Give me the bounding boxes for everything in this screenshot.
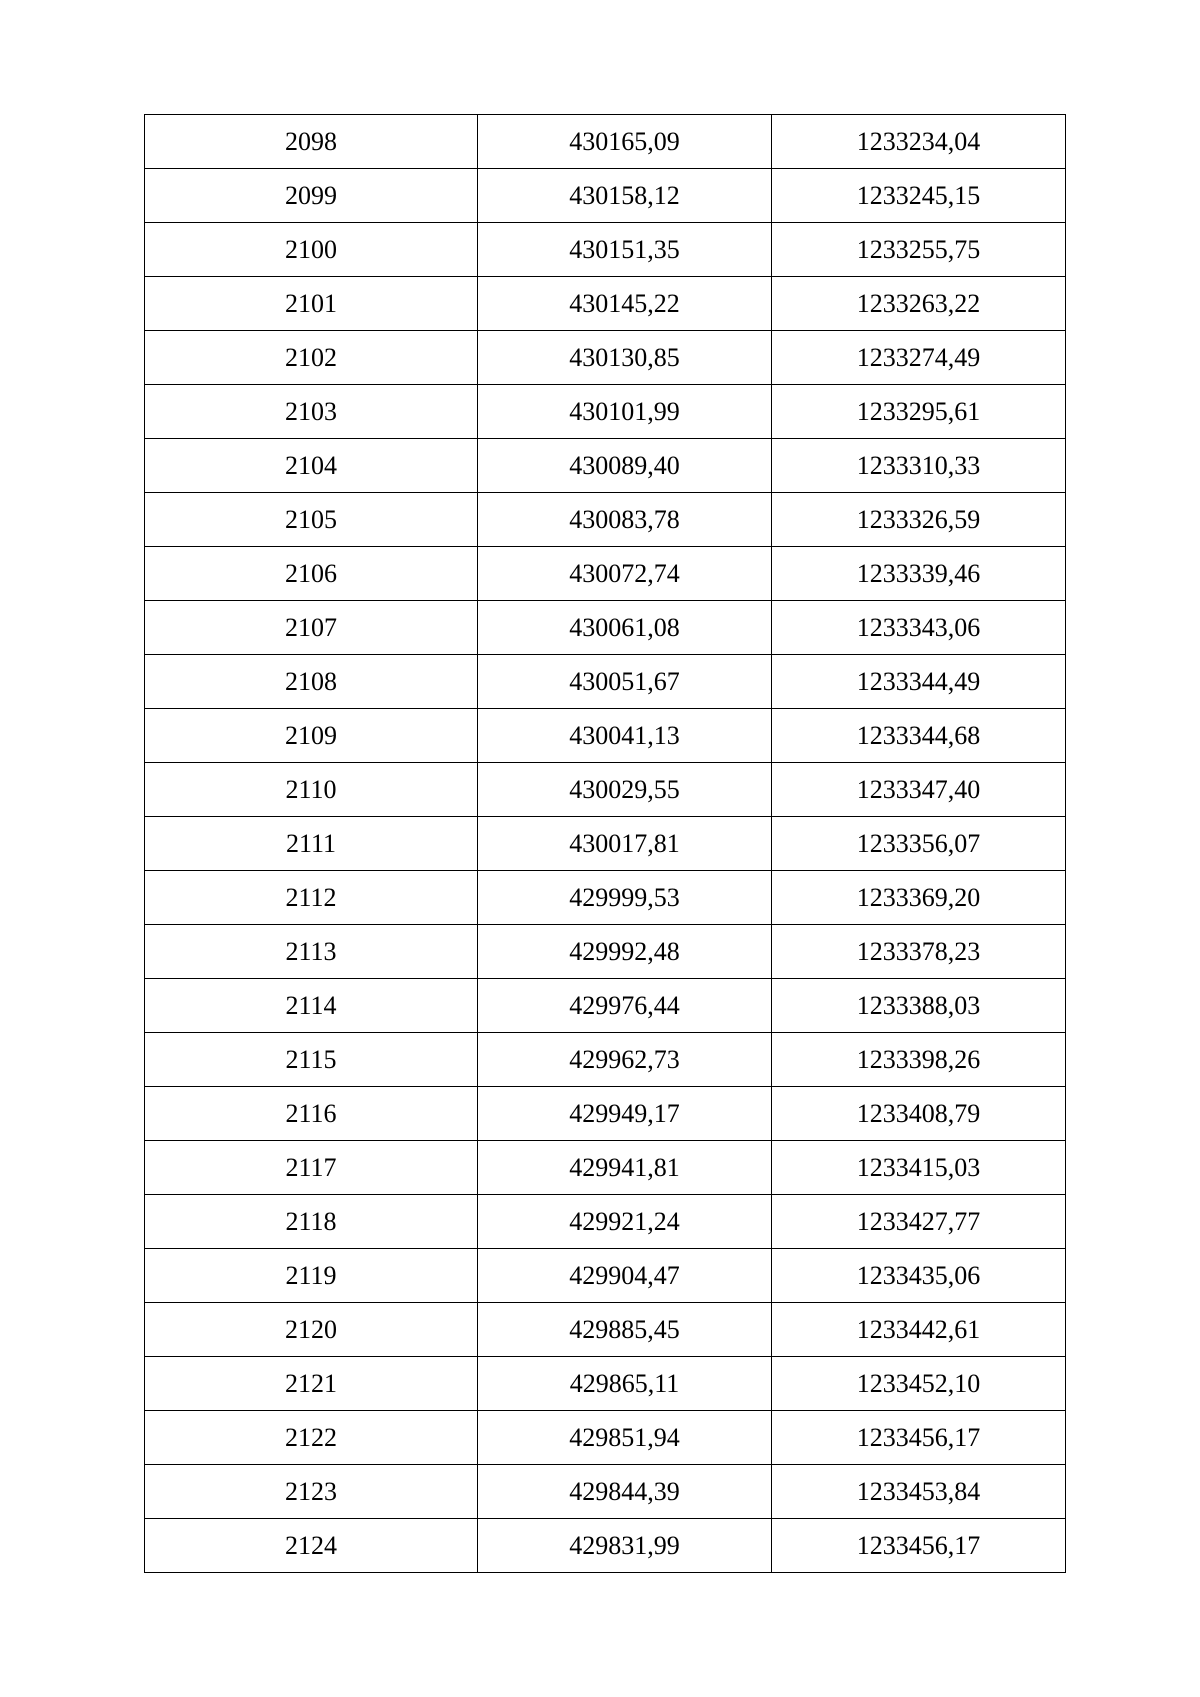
- y-coordinate-cell: 1233415,03: [772, 1141, 1066, 1195]
- y-coordinate-cell: 1233295,61: [772, 385, 1066, 439]
- table-row: [145, 1033, 1066, 1087]
- table-row: [145, 331, 1066, 385]
- y-coordinate-cell: 1233378,23: [772, 925, 1066, 979]
- y-coordinate-cell: 1233456,17: [772, 1519, 1066, 1573]
- point-number-cell: 2103: [145, 385, 478, 439]
- table-row: [145, 169, 1066, 223]
- x-coordinate-cell: 429831,99: [478, 1519, 772, 1573]
- table-row: [145, 439, 1066, 493]
- point-number-cell: 2105: [145, 493, 478, 547]
- y-coordinate-cell: 1233435,06: [772, 1249, 1066, 1303]
- table-row: [145, 1411, 1066, 1465]
- point-number-cell: 2106: [145, 547, 478, 601]
- x-coordinate-cell: 429885,45: [478, 1303, 772, 1357]
- y-coordinate-cell: 1233356,07: [772, 817, 1066, 871]
- point-number-cell: 2113: [145, 925, 478, 979]
- table-row: [145, 493, 1066, 547]
- point-number-cell: 2120: [145, 1303, 478, 1357]
- x-coordinate-cell: 430151,35: [478, 223, 772, 277]
- coordinates-table-body: [145, 115, 1066, 1573]
- table-row: [145, 709, 1066, 763]
- x-coordinate-cell: 429921,24: [478, 1195, 772, 1249]
- y-coordinate-cell: 1233452,10: [772, 1357, 1066, 1411]
- table-row: [145, 115, 1066, 169]
- y-coordinate-cell: 1233343,06: [772, 601, 1066, 655]
- table-row: [145, 817, 1066, 871]
- point-number-cell: 2122: [145, 1411, 478, 1465]
- coordinates-table: [144, 114, 1066, 1573]
- y-coordinate-cell: 1233369,20: [772, 871, 1066, 925]
- x-coordinate-cell: 430101,99: [478, 385, 772, 439]
- x-coordinate-cell: 429851,94: [478, 1411, 772, 1465]
- x-coordinate-cell: 430061,08: [478, 601, 772, 655]
- point-number-cell: 2119: [145, 1249, 478, 1303]
- point-number-cell: 2123: [145, 1465, 478, 1519]
- x-coordinate-cell: 430089,40: [478, 439, 772, 493]
- point-number-cell: 2100: [145, 223, 478, 277]
- table-row: [145, 763, 1066, 817]
- table-row: [145, 979, 1066, 1033]
- point-number-cell: 2117: [145, 1141, 478, 1195]
- table-row: [145, 925, 1066, 979]
- x-coordinate-cell: 429844,39: [478, 1465, 772, 1519]
- x-coordinate-cell: 429941,81: [478, 1141, 772, 1195]
- x-coordinate-cell: 430158,12: [478, 169, 772, 223]
- point-number-cell: 2104: [145, 439, 478, 493]
- x-coordinate-cell: 429865,11: [478, 1357, 772, 1411]
- table-row: [145, 223, 1066, 277]
- y-coordinate-cell: 1233427,77: [772, 1195, 1066, 1249]
- table-row: [145, 655, 1066, 709]
- x-coordinate-cell: 430072,74: [478, 547, 772, 601]
- point-number-cell: 2114: [145, 979, 478, 1033]
- y-coordinate-cell: 1233263,22: [772, 277, 1066, 331]
- point-number-cell: 2102: [145, 331, 478, 385]
- y-coordinate-cell: 1233339,46: [772, 547, 1066, 601]
- table-row: [145, 1087, 1066, 1141]
- y-coordinate-cell: 1233344,49: [772, 655, 1066, 709]
- y-coordinate-cell: 1233347,40: [772, 763, 1066, 817]
- table-row: [145, 871, 1066, 925]
- x-coordinate-cell: 430029,55: [478, 763, 772, 817]
- y-coordinate-cell: 1233310,33: [772, 439, 1066, 493]
- table-row: [145, 1465, 1066, 1519]
- point-number-cell: 2112: [145, 871, 478, 925]
- point-number-cell: 2121: [145, 1357, 478, 1411]
- x-coordinate-cell: 429904,47: [478, 1249, 772, 1303]
- table-row: [145, 1519, 1066, 1573]
- y-coordinate-cell: 1233398,26: [772, 1033, 1066, 1087]
- y-coordinate-cell: 1233255,75: [772, 223, 1066, 277]
- table-row: [145, 1141, 1066, 1195]
- point-number-cell: 2098: [145, 115, 478, 169]
- point-number-cell: 2108: [145, 655, 478, 709]
- point-number-cell: 2124: [145, 1519, 478, 1573]
- y-coordinate-cell: 1233408,79: [772, 1087, 1066, 1141]
- table-row: [145, 1249, 1066, 1303]
- point-number-cell: 2111: [145, 817, 478, 871]
- point-number-cell: 2107: [145, 601, 478, 655]
- table-row: [145, 1195, 1066, 1249]
- x-coordinate-cell: 430041,13: [478, 709, 772, 763]
- point-number-cell: 2099: [145, 169, 478, 223]
- y-coordinate-cell: 1233453,84: [772, 1465, 1066, 1519]
- x-coordinate-cell: 429962,73: [478, 1033, 772, 1087]
- x-coordinate-cell: 429999,53: [478, 871, 772, 925]
- x-coordinate-cell: 429976,44: [478, 979, 772, 1033]
- y-coordinate-cell: 1233234,04: [772, 115, 1066, 169]
- point-number-cell: 2110: [145, 763, 478, 817]
- y-coordinate-cell: 1233344,68: [772, 709, 1066, 763]
- y-coordinate-cell: 1233326,59: [772, 493, 1066, 547]
- x-coordinate-cell: 429992,48: [478, 925, 772, 979]
- x-coordinate-cell: 430145,22: [478, 277, 772, 331]
- x-coordinate-cell: 430051,67: [478, 655, 772, 709]
- y-coordinate-cell: 1233456,17: [772, 1411, 1066, 1465]
- y-coordinate-cell: 1233442,61: [772, 1303, 1066, 1357]
- point-number-cell: 2115: [145, 1033, 478, 1087]
- table-row: [145, 277, 1066, 331]
- x-coordinate-cell: 429949,17: [478, 1087, 772, 1141]
- point-number-cell: 2116: [145, 1087, 478, 1141]
- x-coordinate-cell: 430165,09: [478, 115, 772, 169]
- table-row: [145, 1357, 1066, 1411]
- y-coordinate-cell: 1233245,15: [772, 169, 1066, 223]
- table-row: [145, 547, 1066, 601]
- table-row: [145, 385, 1066, 439]
- point-number-cell: 2109: [145, 709, 478, 763]
- x-coordinate-cell: 430130,85: [478, 331, 772, 385]
- y-coordinate-cell: 1233388,03: [772, 979, 1066, 1033]
- y-coordinate-cell: 1233274,49: [772, 331, 1066, 385]
- table-row: [145, 601, 1066, 655]
- point-number-cell: 2101: [145, 277, 478, 331]
- table-row: [145, 1303, 1066, 1357]
- x-coordinate-cell: 430083,78: [478, 493, 772, 547]
- x-coordinate-cell: 430017,81: [478, 817, 772, 871]
- point-number-cell: 2118: [145, 1195, 478, 1249]
